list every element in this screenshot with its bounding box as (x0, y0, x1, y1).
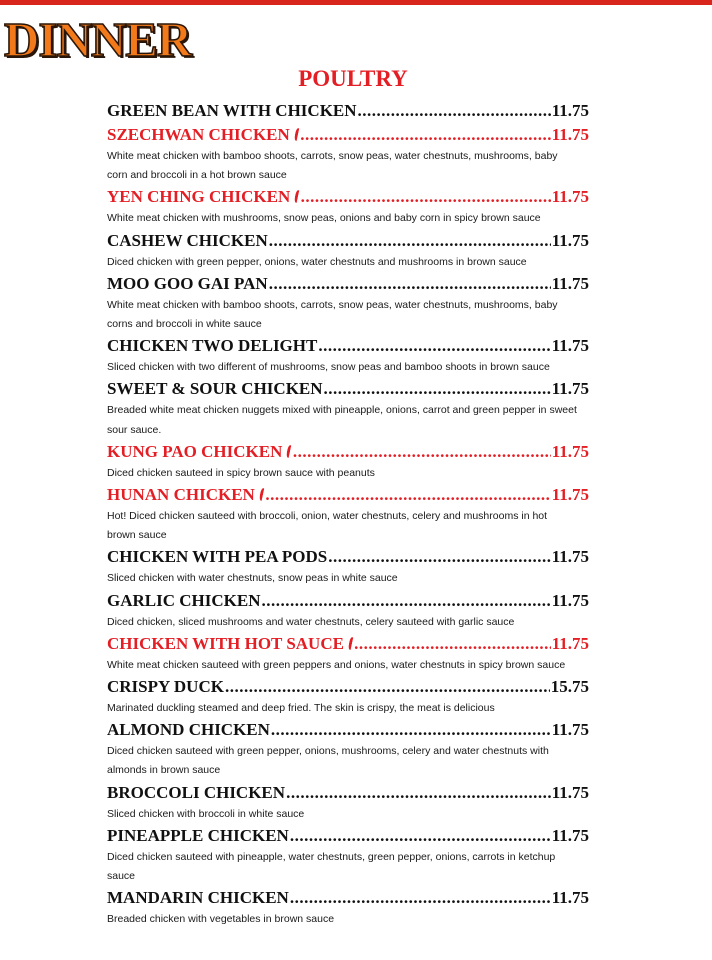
menu-item (107, 334, 589, 377)
menu-item-price: 11.75 (551, 379, 589, 399)
menu-item-name: ALMOND CHICKEN (107, 720, 270, 740)
menu-item-line (107, 632, 589, 656)
menu-item-line (107, 272, 589, 296)
menu-item-name: PINEAPPLE CHICKEN (107, 825, 289, 845)
menu-item-description: White meat chicken sauteed with green peppers and onions, water chestnuts in spicy brown sauce (107, 658, 566, 671)
menu-item-description: Diced chicken sauteed in spicy brown sauce with peanuts (107, 466, 375, 479)
menu-item-price: 11.75 (551, 125, 589, 144)
dot-leader (328, 545, 550, 569)
menu-item (107, 123, 589, 185)
menu-item-price: 15.75 (550, 677, 589, 697)
menu-item-description: Sliced chicken with broccoli in white sauce (107, 807, 305, 820)
menu-item-line (107, 185, 589, 209)
menu-item (107, 589, 589, 632)
menu-item-line (107, 483, 589, 507)
menu-item-price: 11.75 (551, 273, 589, 293)
menu-item-price: 11.75 (551, 720, 589, 740)
menu-item-price: 11.75 (551, 547, 589, 567)
dot-leader (358, 99, 551, 123)
dot-leader (290, 824, 551, 848)
menu-item-price: 11.75 (551, 782, 589, 802)
menu-item-name: GREEN BEAN WITH CHICKEN (107, 101, 357, 120)
menu-item-name: CASHEW CHICKEN (107, 230, 268, 250)
menu-item-description: White meat chicken with bamboo shoots, carrots, snow peas, water chestnuts, mushrooms, baby corn and broccoli in a hot brown sauce (107, 150, 558, 182)
menu-item-description: White meat chicken with mushrooms, snow peas, onions and baby corn in spicy brown sauce (107, 212, 541, 225)
menu-item-description: Diced chicken sauteed with green pepper, onions, mushrooms, celery and water chestnuts with almonds in brown sauce (107, 745, 549, 777)
menu-item-line (107, 545, 589, 569)
menu-item-name: CHICKEN TWO DELIGHT (107, 336, 318, 356)
menu-item-description: Diced chicken sauteed with pineapple, water chestnuts, green pepper, onions, carrots in ketchup sauce (107, 850, 556, 883)
menu-item-description: Diced chicken, sliced mushrooms and water chestnuts, celery sauteed with garlic sauce (107, 615, 515, 628)
menu-item-price: 11.75 (551, 590, 589, 610)
menu-list (107, 99, 589, 929)
menu-item-name: SWEET & SOUR CHICKEN (107, 379, 323, 399)
menu-item (107, 675, 589, 718)
menu-item-line (107, 675, 589, 699)
menu-item (107, 377, 589, 439)
menu-item-price: 11.75 (551, 888, 589, 908)
dot-leader (300, 123, 550, 147)
menu-item-description: Breaded chicken with vegetables in brown sauce (107, 913, 335, 926)
menu-item (107, 886, 589, 929)
dot-leader (269, 272, 551, 296)
menu-item-name: MANDARIN CHICKEN (107, 888, 289, 908)
top-accent-bar (0, 0, 712, 5)
menu-item (107, 545, 589, 588)
menu-item-line (107, 377, 589, 401)
dot-leader (265, 483, 550, 507)
menu-item-line (107, 334, 589, 358)
menu-item-name: BROCCOLI CHICKEN (107, 782, 286, 802)
menu-item-name: SZECHWAN CHICKEN (107, 125, 290, 144)
menu-item (107, 824, 589, 886)
menu-item-line (107, 718, 589, 742)
menu-item-line (107, 123, 589, 147)
menu-item (107, 272, 589, 334)
menu-item-price: 11.75 (551, 230, 589, 250)
dot-leader (225, 675, 550, 699)
menu-item-description: White meat chicken with bamboo shoots, carrots, snow peas, water chestnuts, mushrooms, baby corns and broccoli in white sauce (107, 298, 558, 331)
menu-item-name: MOO GOO GAI PAN (107, 273, 268, 293)
section-title: POULTRY (298, 66, 408, 91)
menu-item-line (107, 886, 589, 910)
menu-item-name: GARLIC CHICKEN (107, 590, 261, 610)
page-heading: DINNER (4, 12, 192, 67)
dot-leader (262, 589, 551, 613)
menu-item (107, 483, 589, 545)
dot-leader (286, 781, 551, 805)
menu-item-price: 11.75 (551, 441, 589, 461)
menu-item (107, 632, 589, 675)
menu-item-line (107, 229, 589, 253)
menu-item-line (107, 824, 589, 848)
menu-item-price: 11.75 (551, 633, 589, 653)
menu-item-description: Marinated duckling steamed and deep fried. The skin is crispy, the meat is delicious (107, 702, 495, 715)
menu-item (107, 781, 589, 824)
dot-leader (290, 886, 551, 910)
menu-item (107, 229, 589, 272)
menu-item-description: Breaded white meat chicken nuggets mixed with pineapple, onions, carrot and green pepper in sweet sour sauce. (107, 404, 577, 436)
menu-item-description: Diced chicken with green pepper, onions, water chestnuts and mushrooms in brown sauce (107, 255, 527, 268)
menu-item-line (107, 99, 589, 123)
menu-item (107, 185, 589, 228)
dot-leader (318, 334, 550, 358)
menu-item-name: CRISPY DUCK (107, 677, 224, 697)
menu-item-price: 11.75 (551, 101, 589, 120)
menu-item-line (107, 440, 589, 464)
menu-item-name: YEN CHING CHICKEN (107, 187, 291, 207)
menu-item-name: KUNG PAO CHICKEN (107, 441, 283, 461)
menu-item-price: 11.75 (551, 485, 589, 505)
dot-leader (269, 229, 551, 253)
menu-item-description: Sliced chicken with two different of mushrooms, snow peas and bamboo shoots in brown sauce (107, 361, 550, 374)
dot-leader (354, 632, 551, 656)
menu-item-name: CHICKEN WITH HOT SAUCE (107, 633, 344, 653)
menu-item (107, 440, 589, 483)
menu-item (107, 99, 589, 123)
menu-item-price: 11.75 (551, 825, 589, 845)
menu-item-price: 11.75 (551, 187, 589, 207)
menu-item-line (107, 781, 589, 805)
menu-item-name: CHICKEN WITH PEA PODS (107, 547, 328, 567)
dot-leader (293, 440, 551, 464)
menu-item-line (107, 589, 589, 613)
menu-item-price: 11.75 (551, 336, 589, 356)
dot-leader (271, 718, 551, 742)
menu-item-description: Hot! Diced chicken sauteed with broccoli, onion, water chestnuts, celery and mushrooms in hot brown sauce (107, 510, 548, 542)
menu-item-name: HUNAN CHICKEN (107, 485, 255, 505)
menu-item-description: Sliced chicken with water chestnuts, snow peas in white sauce (107, 572, 398, 585)
menu-item (107, 718, 589, 780)
dot-leader (301, 185, 551, 209)
dot-leader (324, 377, 551, 401)
